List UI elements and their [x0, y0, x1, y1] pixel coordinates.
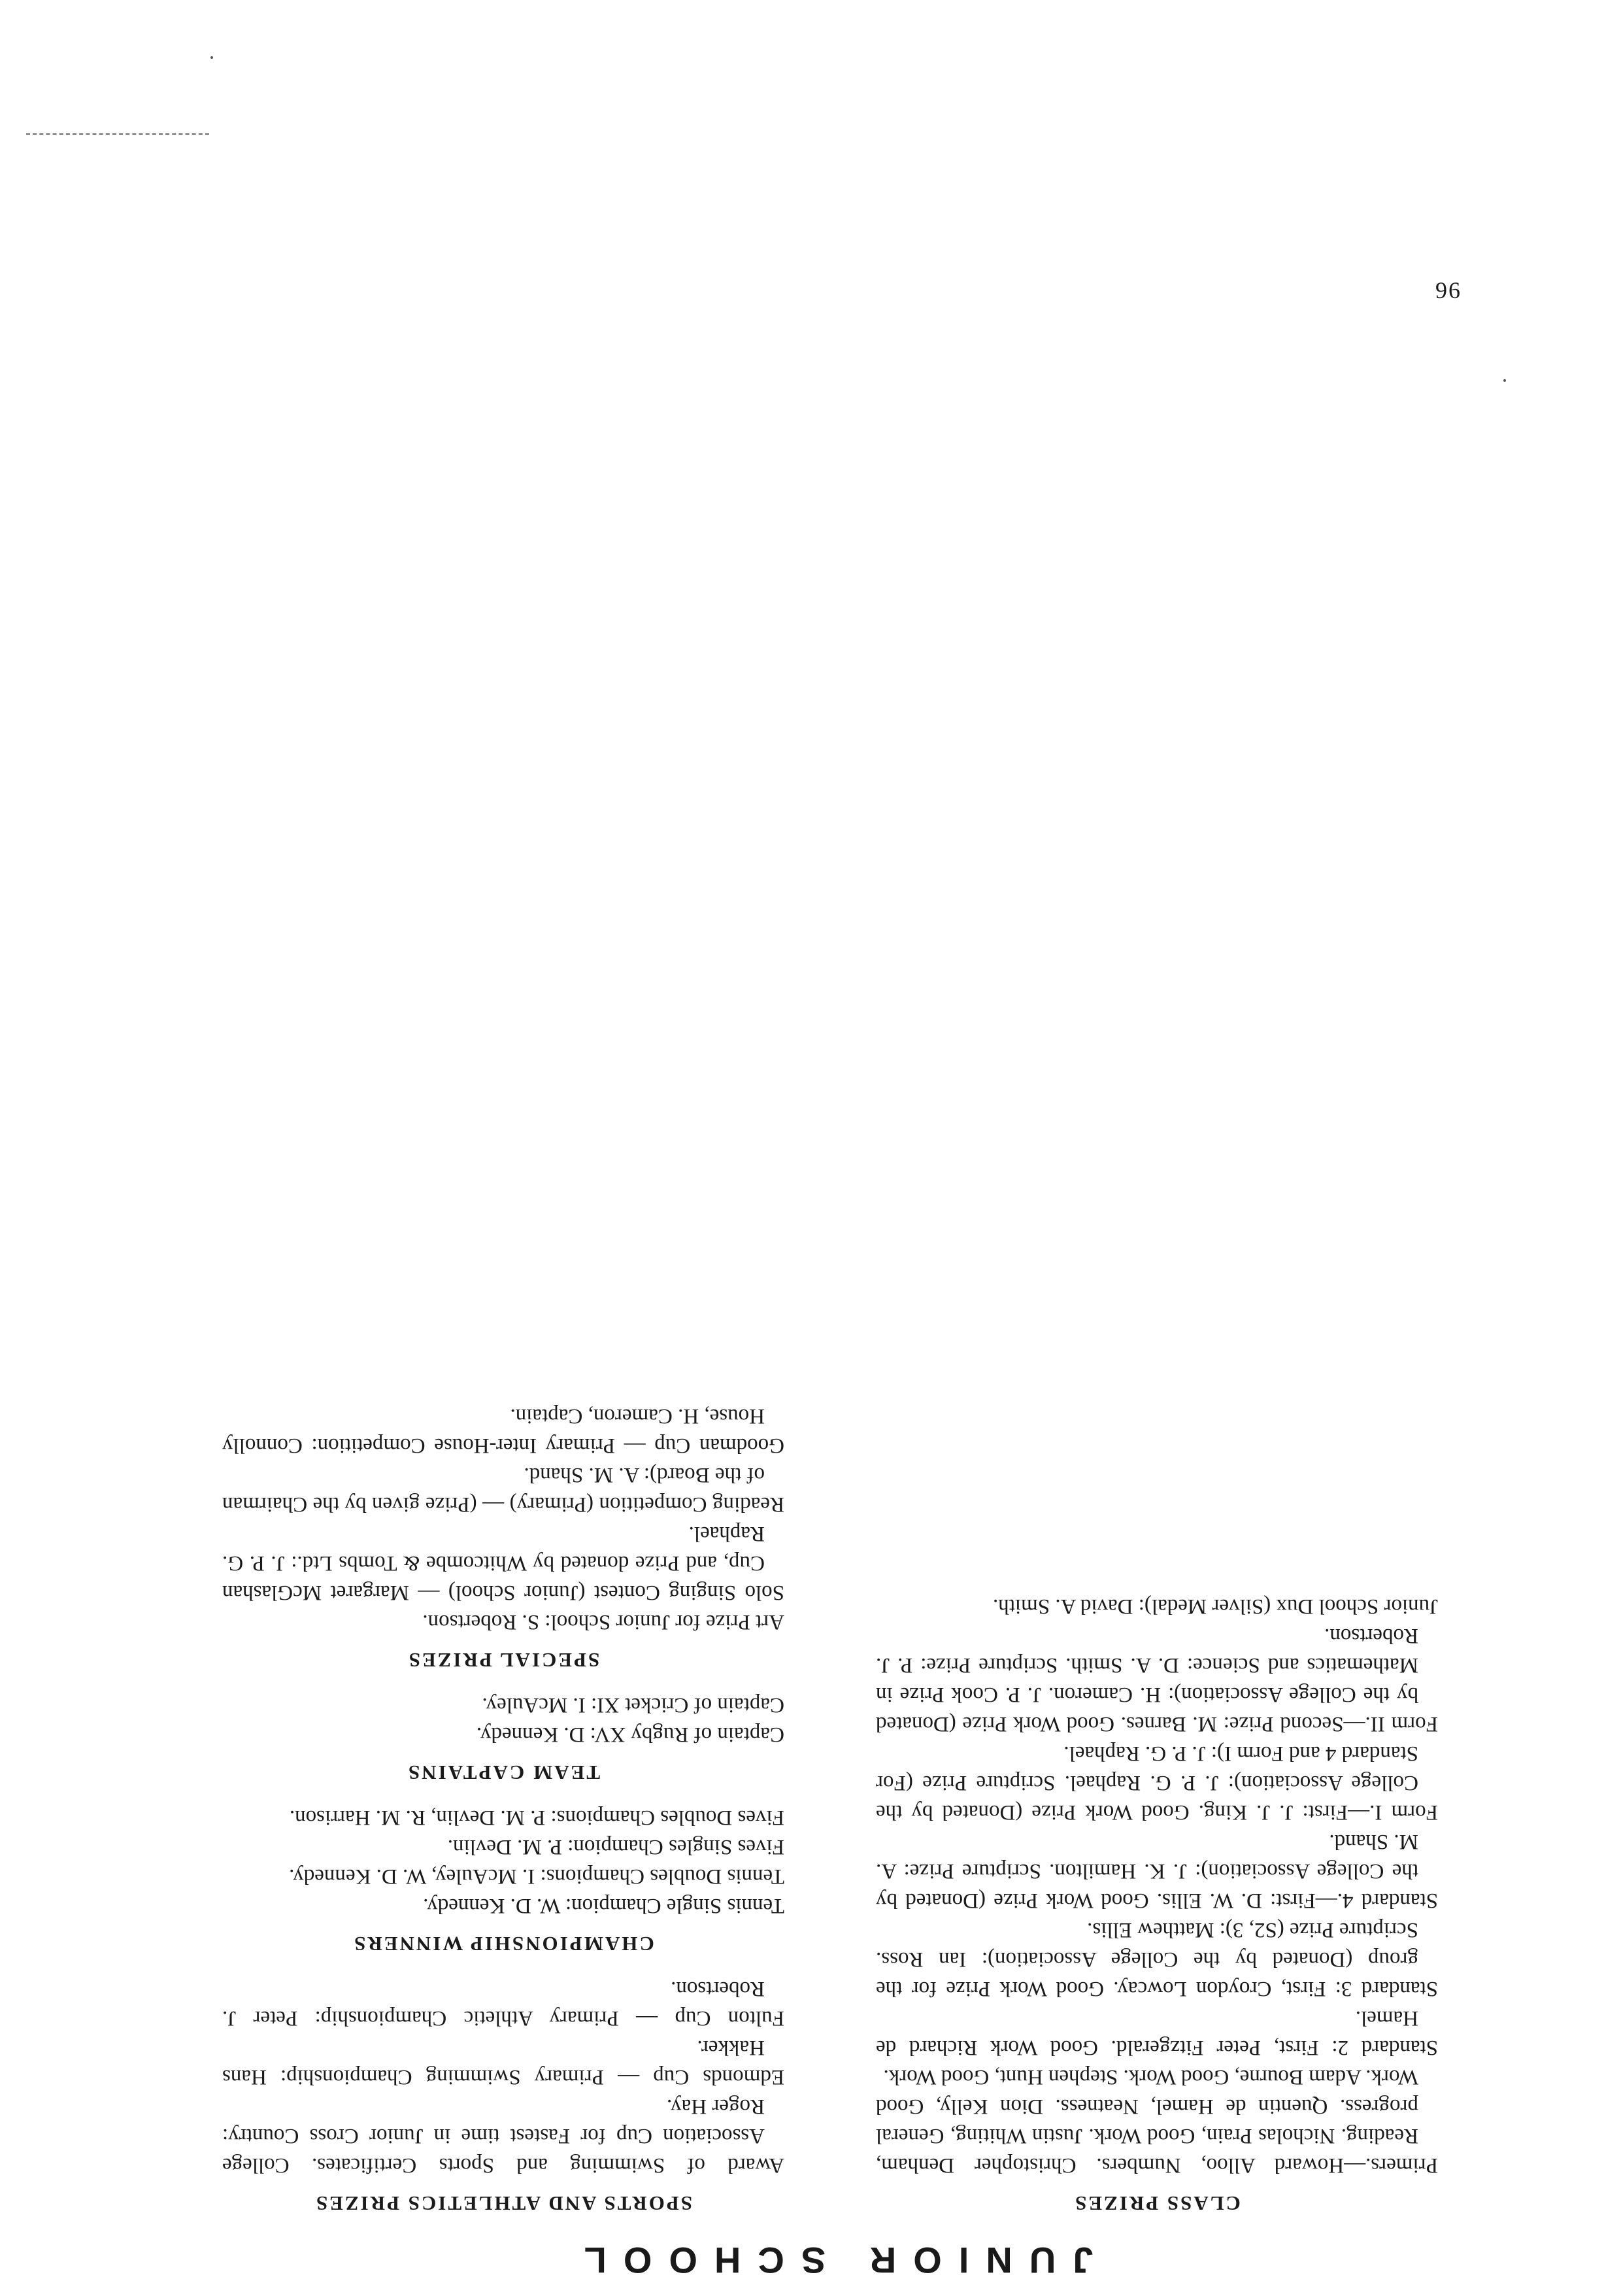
prize-entry: Art Prize for Junior School: S. Robertson. [422, 1610, 784, 1634]
right-column [222, 1401, 784, 2219]
rotated-page-body [222, 431, 1438, 2282]
prize-entry: Fives Doubles Champions: P. M. Devlin, R. M. Harrison. [289, 1806, 784, 1829]
prize-entry: Fulton Cup — Primary Athletic Championship: Peter J. Robertson. [222, 1977, 784, 2030]
section-title: JUNIOR SCHOOL [567, 2240, 1094, 2281]
prize-entry: Award of Swimming and Sports Certificates. College Association Cup for Fastest time in Junior Cross Country: Roger Hay. [222, 2095, 784, 2177]
page-number: 96 [1435, 277, 1462, 303]
left-column [876, 1591, 1438, 2219]
scan-artifact-line [26, 133, 209, 135]
prize-entry: Captain of Rugby XV: D. Kennedy. [476, 1723, 784, 1746]
section-heading: TEAM CAPTAINS [407, 1761, 600, 1784]
prize-entry: Solo Singing Contest (Junior School) — Margaret McGlashan Cup, and Prize donated by Whitcombe & Tombs Ltd.: J. P. G. Raphael. [222, 1522, 784, 1604]
prize-entry: Goodman Cup — Primary Inter-House Competition: Connolly House, H. Cameron, Captain. [222, 1404, 784, 1457]
prize-entry: Edmonds Cup — Primary Swimming Championship: Hans Hakker. [222, 2036, 784, 2089]
prize-entry: Captain of Cricket XI: I. McAuley. [482, 1693, 784, 1717]
prize-entry: Reading Competition (Primary) — (Prize given by the Chairman of the Board): A. M. Shand. [222, 1463, 784, 1516]
section-heading: SPECIAL PRIZES [407, 1649, 600, 1672]
prize-entry: Standard 2: First, Peter Fitzgerald. Good Work Richard de Hamel. [876, 2006, 1438, 2059]
section-heading: CHAMPIONSHIP WINNERS [352, 1933, 654, 1955]
section-heading: CLASS PRIZES [1073, 2192, 1241, 2215]
scan-speck [1503, 379, 1506, 382]
scan-speck [210, 56, 213, 59]
section-heading: SPORTS AND ATHLETICS PRIZES [314, 2192, 693, 2215]
prize-entry: Standard 4.—First: D. W. Ellis. Good Work Prize (Donated by the College Association): J. K. Hamilton. Scripture Prize: A. M. Shand. [876, 1830, 1438, 1912]
prize-entry: Form II.—Second Prize: M. Barnes. Good Work Prize (Donated by the College Association): H. Cameron. J. P. Cook Prize in Mathematics and Science: D. A. Smith. Scripture Prize: P. J. Robertson. [876, 1624, 1438, 1736]
prize-entry: Primers.—Howard Alloo, Numbers. Christopher Denham, Reading. Nicholas Prain, Good Work. Justin Whiting, General progress. Quentin de Hamel, Neatness. Dion Kelly, Good Work. Adam Bourne, Good Work. Stephen Hunt, Good Work. [876, 2065, 1438, 2177]
prize-entry: Junior School Dux (Silver Medal): David A. Smith. [992, 1595, 1438, 1618]
prize-entry: Form I.—First: J. J. King. Good Work Prize (Donated by the College Association): J. P. G. Raphael. Scripture Prize (For Standard 4 and Form I): J. P. G. Raphael. [876, 1742, 1438, 1824]
prize-entry: Standard 3: First, Croydon Lowcay. Good Work Prize for the group (Donated by the College Association): Ian Ross. Scripture Prize (S2, 3): Matthew Ellis. [876, 1918, 1438, 2001]
prize-entry: Fives Singles Champion: P. M. Devlin. [447, 1835, 784, 1859]
prize-entry: Tennis Doubles Champions: I. McAuley, W. D. Kennedy. [289, 1865, 784, 1888]
prize-entry: Tennis Single Champion: W. D. Kennedy. [423, 1894, 784, 1917]
